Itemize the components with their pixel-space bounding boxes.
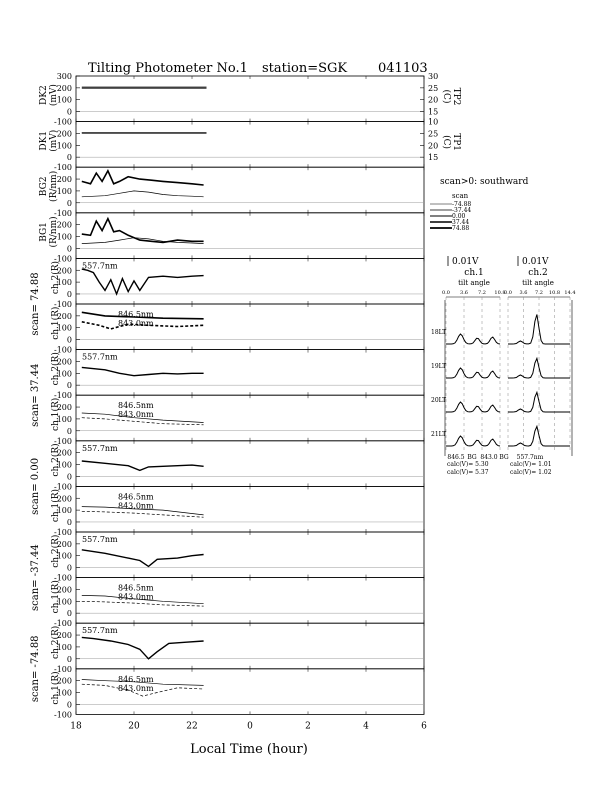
y2-tick-label: 15 [428,107,439,117]
y-tick-label: 100 [56,597,72,607]
y-tick-label: -100 [54,710,72,720]
panel-label [50,671,61,704]
panel-frame [76,441,424,487]
spectra-row-label: 20LT [431,397,447,404]
y2-tick-label: 25 [428,83,439,93]
series-annotation: 557.7nm [82,443,118,453]
scan-group-label: scan= -74.88 [30,635,41,703]
ch2-calc-2: calc(V)= 1.02 [510,469,552,476]
spectra-row-label: 18LT [431,329,447,336]
x-tick-label: 18 [70,721,82,732]
series-line-20 [82,637,204,658]
legend-entry: 0.00 [452,213,466,220]
y-tick-label: 0 [66,198,72,208]
ch2-axis-title: tilt angle [522,279,554,287]
y-tick-label: 100 [56,323,72,333]
panel-3 [39,209,424,259]
series-line-14 [82,461,204,470]
y-tick-label: -100 [54,664,72,674]
panel-label [50,489,61,522]
y-tick-label: 200 [56,357,72,367]
y-tick-label: 100 [56,141,72,151]
y-tick-label: 0 [66,107,72,117]
panel-11 [50,574,424,624]
panel-label [50,261,61,294]
panel-frame [76,532,424,578]
y-tick-label: 200 [56,266,72,276]
panel-label-line: ch.2(R) [51,534,61,568]
y-tick-label: 200 [56,676,72,686]
panel-label-line: (mV) [49,84,59,107]
date-label: 041103 [378,61,428,76]
y-tick-label: 200 [56,494,72,504]
y-tick-label: -100 [54,345,72,355]
panel-label-line: DK2 [39,85,49,105]
y-tick-label: 0 [66,472,72,482]
ch1-tick-label: 3.6 [460,290,468,296]
panel-right-label-line: TP2 [451,87,461,106]
spectra-row-label: 21LT [431,431,447,438]
series-annotation: 846.5nm [118,492,154,502]
y-tick-label: -100 [54,163,72,173]
station-label: station=SGK [262,61,348,76]
y-tick-label: 0 [66,381,72,391]
ch1-tick-label: 0.0 [442,290,450,296]
y-tick-label: 200 [56,539,72,549]
ch1-spectrum-1 [446,368,500,378]
y-tick-label: 100 [56,688,72,698]
panel-label-line: ch.2(R) [51,625,61,659]
y2-tick-label: 10 [428,117,439,127]
series-annotation-2: 843.0nm [118,592,154,602]
panel-label-line: ch.1(R) [51,397,61,431]
spectra-row-label: 19LT [431,363,447,370]
panel-label [39,84,59,106]
x-axis-title: Local Time (hour) [190,742,308,757]
panel-right-label-line: TP1 [451,133,461,152]
legend-entry: 74.88 [452,225,470,232]
spectra-band-label: 843.0 [480,454,498,461]
ch1-calc-1: calc(V)= 5.30 [447,461,489,468]
ch2-tick-label: 7.2 [535,290,543,296]
series-annotation: 557.7nm [82,352,118,362]
chart-title: Tilting Photometer No.1 [88,61,248,76]
scan-group-labels [30,272,41,702]
series-line-11 [82,367,204,375]
y-tick-label: 200 [56,448,72,458]
ch1-spectrum-2 [446,402,500,412]
panel-label-line: (R/nm) [49,216,59,248]
y-tick-label: 100 [56,369,72,379]
ch1-spectrum-0 [446,334,500,344]
y-tick-label: 100 [56,232,72,242]
x-axis [70,721,427,757]
series-annotation-2: 843.0nm [118,683,154,693]
y-tick-label: -100 [54,117,72,127]
panel-1 [39,118,461,168]
panel-5 [50,300,424,350]
panel-right-label-line: (C) [441,135,451,150]
ch1-calc-2: calc(V)= 5.37 [447,469,489,476]
series-line-5 [82,191,204,197]
legend-entry: 37.44 [452,219,470,226]
panel-label [39,216,59,247]
scan-group-label: scan= 0.00 [30,457,41,515]
y2-tick-label: 25 [428,129,439,139]
series-annotation: 557.7nm [82,535,118,544]
y-tick-label: 100 [56,95,72,105]
y-tick-label: 0 [66,654,72,664]
x-tick-label: 20 [128,721,140,732]
ch2-tick-label: 14.4 [564,290,576,296]
panel-0 [39,72,461,122]
y-tick-label: 0 [66,244,72,254]
y-tick-label: 200 [56,220,72,230]
panel-label-line: (R/nm) [49,170,59,202]
x-tick-label: 4 [363,721,369,732]
x-tick-label: 0 [247,721,253,732]
x-tick-label: 22 [186,721,198,732]
ch2-tick-label: 0.0 [504,290,512,296]
y-tick-label: 300 [56,72,72,81]
y-tick-label: 100 [56,186,72,196]
spectra-band-label: 557.7nm [516,454,544,461]
y2-tick-label: 30 [428,72,439,81]
panel-label-line: BG1 [39,222,49,242]
panel-frame [76,167,424,213]
series [82,87,207,696]
panel-label-line: ch.2(R) [51,352,61,386]
panel-label-line: (mV) [49,129,59,152]
y-tick-label: 0 [66,609,72,619]
spectra-band-label: BG [499,454,509,461]
series-line-16 [82,511,204,517]
ch1-tick-label: 10.8 [494,290,506,296]
y-tick-label: 200 [56,585,72,595]
panel-4 [50,254,424,304]
panel-label [50,307,61,340]
panel-right-label [441,133,461,151]
panel-right-label-line: (C) [441,89,451,104]
spectra-band-label: BG [467,454,477,461]
panel-7 [50,391,424,441]
y-tick-label: 100 [56,551,72,561]
series-annotation-2: 843.0nm [118,410,154,420]
panel-label-line: ch.1(R) [51,488,61,523]
series-line-6 [82,219,204,243]
ch1-tick-label: 7.2 [478,290,486,296]
header [88,61,428,76]
series-line-19 [82,601,204,606]
y-tick-label: 0 [66,700,72,710]
panel-label-line: ch.2(R) [51,260,61,295]
x-tick-label: 2 [305,721,311,732]
y-tick-label: -100 [54,208,72,218]
panel-label [39,130,59,152]
panel-label [50,580,61,613]
ch2-title: ch.2 [528,268,548,278]
ch2-tick-label: 10.8 [548,290,561,296]
y-tick-label: -100 [54,300,72,309]
series-annotation-2: 843.0nm [118,501,154,511]
y-tick-label: 0 [66,517,72,527]
panel-13 [50,665,424,720]
panel-frame [76,350,424,396]
panel-12 [50,619,424,669]
spectra-inset [431,256,576,476]
y-tick-label: 100 [56,414,72,424]
panel-label [50,443,61,476]
y-tick-label: 0 [66,153,72,163]
series-annotation: 557.7nm [82,626,118,636]
ch2-calc-1: calc(V)= 1.01 [510,461,552,468]
scan-group-label: scan= 37.44 [30,363,41,427]
y-tick-label: 100 [56,642,72,652]
series-line-4 [82,171,204,185]
panel-label-line: BG2 [39,176,49,197]
series-annotation: 557.7nm [82,261,118,271]
series-line-8 [82,269,204,294]
ch1-spectrum-3 [446,436,500,446]
series-annotation-2: 843.0nm [118,319,154,328]
ch2-scale: 0.01V [522,257,549,267]
panel-frame [76,623,424,669]
y-tick-label: 200 [56,631,72,641]
y-tick-label: 100 [56,278,72,288]
ch1-scale: 0.01V [452,257,479,267]
series-annotation: 846.5nm [118,310,154,319]
y-tick-label: 0 [66,563,72,573]
panel-right-label [441,88,461,106]
series-annotation: 846.5nm [118,401,154,411]
panel-label-line: ch.1(R) [51,306,61,340]
panel-label-line: ch.2(R) [51,443,61,477]
panels [39,72,461,719]
panel-label [50,398,61,431]
legend-title: scan>0: southward [440,177,529,187]
legend-entry: -74.88 [452,201,472,208]
panel-8 [50,437,424,487]
y-tick-label: -100 [54,528,72,537]
y2-tick-label: 20 [428,141,439,151]
y-tick-label: -100 [54,619,72,629]
panel-label-line: ch.1(R) [51,671,61,705]
y-tick-label: 0 [66,335,72,345]
legend [430,177,529,232]
y-tick-label: 100 [56,506,72,516]
scan-group-label: scan= -37.44 [30,544,41,611]
y-tick-label: 200 [56,175,72,185]
ch2-tick-label: 3.6 [519,290,528,296]
ch1-title: ch.1 [464,268,484,278]
x-tick-label: 6 [421,721,427,732]
y-tick-label: 200 [56,83,72,93]
y-tick-label: -100 [54,436,72,446]
y-tick-label: -100 [54,482,72,492]
panel-2 [39,163,424,213]
panel-label [50,535,61,568]
panel-label [50,626,61,659]
panel-label-line: ch.1(R) [51,580,61,614]
spectra-band-label: 846.5 [447,454,465,461]
y-tick-label: -100 [54,573,72,583]
y-tick-label: 200 [56,403,72,413]
panel-10 [50,528,424,578]
y2-tick-label: 15 [428,153,439,163]
panel-frame [76,122,424,168]
panel-frame [76,76,424,122]
panel-label-line: DK1 [39,130,49,151]
y-tick-label: 200 [56,129,72,139]
y-tick-label: 0 [66,426,72,436]
y-tick-label: 100 [56,460,72,470]
y-tick-label: -100 [54,391,72,401]
y-tick-label: 200 [56,311,72,321]
y2-tick-label: 20 [428,95,439,105]
y-tick-label: 0 [66,289,72,299]
panel-label [50,352,61,385]
panel-frame [76,258,424,304]
ch1-axis-title: tilt angle [458,279,490,287]
series-annotation: 846.5nm [118,583,154,593]
panel-label [39,171,59,202]
scan-group-label: scan= 74.88 [30,272,41,336]
series-line-17 [82,550,204,567]
legend-entry: -37.44 [452,207,472,214]
series-annotation: 846.5nm [118,674,154,684]
legend-header: scan [452,192,469,200]
y-tick-label: -100 [54,254,72,264]
